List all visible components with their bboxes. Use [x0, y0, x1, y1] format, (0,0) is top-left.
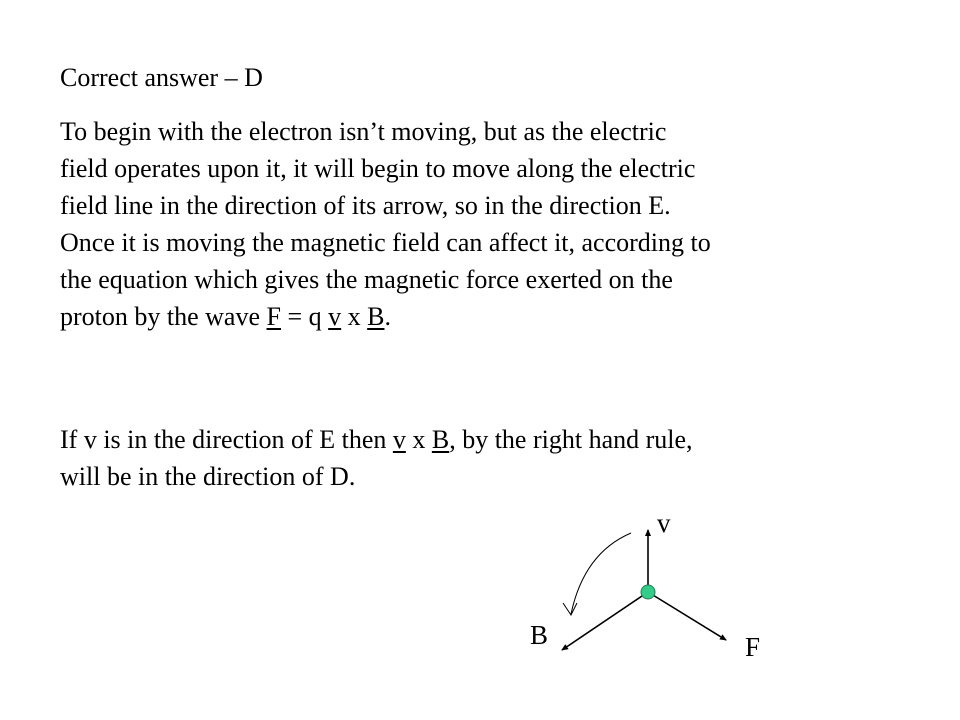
paragraph-1-line-5: the equation which gives the magnetic force exerted on the — [60, 265, 673, 294]
paragraph-1-line-4: Once it is moving the magnetic field can affect it, according to — [60, 228, 711, 257]
text-segment: If v is in the direction of E then — [60, 425, 393, 454]
title: Correct answer – D — [60, 63, 263, 92]
text-segment: x — [341, 302, 368, 331]
paragraph-2-line-2: will be in the direction of D. — [60, 462, 356, 491]
paragraph-1-line-2: field operates upon it, it will begin to move along the electric — [60, 154, 696, 183]
v-label: v — [657, 508, 671, 538]
velocity-symbol: v — [328, 302, 342, 331]
text-segment: . — [384, 302, 391, 331]
b-label: B — [530, 620, 549, 650]
text-segment: x — [405, 425, 432, 454]
f-label: F — [745, 632, 761, 662]
paragraph-1-line-1: To begin with the electron isn’t moving, but as the electric — [60, 117, 667, 146]
rotation-arrow — [571, 533, 631, 614]
paragraph-1-line-3: field line in the direction of its arrow, so in the direction E. — [60, 191, 671, 220]
particle-dot — [641, 585, 655, 599]
f-arrow — [648, 592, 726, 640]
field-symbol: B — [431, 425, 450, 454]
text-segment: proton by the wave — [60, 302, 267, 331]
text-segment: , by the right hand rule, — [449, 425, 693, 454]
rotation-arrowhead — [563, 603, 577, 615]
field-symbol: B — [367, 302, 385, 331]
text-segment: = q — [280, 302, 329, 331]
force-symbol: F — [266, 302, 281, 331]
velocity-symbol: v — [392, 425, 406, 454]
